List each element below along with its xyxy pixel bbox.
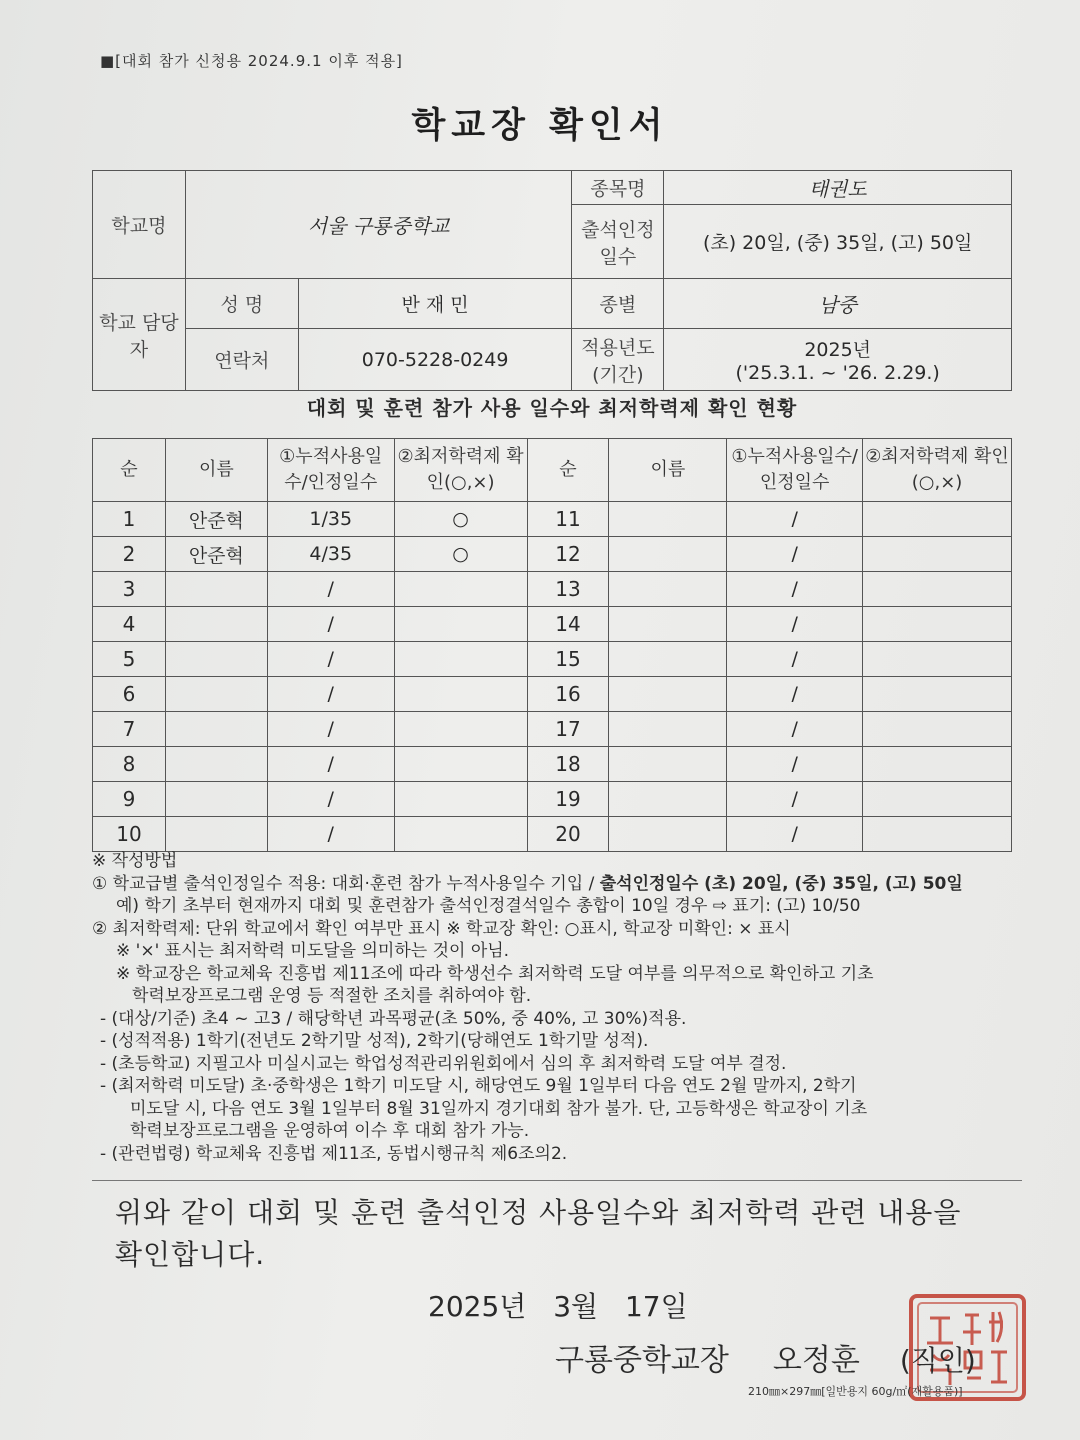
left-row-check xyxy=(394,782,527,817)
right-row-check xyxy=(863,537,1012,572)
manager-contact-value: 070-5228-0249 xyxy=(298,329,572,391)
col-header-days-right: ①누적사용일수/인정일수 xyxy=(727,439,863,502)
participation-rows xyxy=(93,502,1012,852)
right-row-check xyxy=(863,607,1012,642)
left-row-no: 10 xyxy=(93,817,166,852)
school-manager-label: 학교 담당자 xyxy=(93,279,186,391)
issue-date: 2025년 3월 17일 xyxy=(428,1290,688,1323)
gender-category-label: 종별 xyxy=(572,279,664,329)
school-name-value: 서울 구룡중학교 xyxy=(185,171,572,279)
right-row-no: 16 xyxy=(527,677,609,712)
instruction-1-text: ① 학교급별 출석인정일수 적용: 대회·훈련 참가 누적사용일수 기입 / xyxy=(92,873,600,894)
participation-days-table xyxy=(92,438,1012,852)
left-row-check: ○ xyxy=(394,502,527,537)
applicable-year-cell xyxy=(664,329,1012,391)
principal-signature-line xyxy=(555,1335,976,1379)
left-row-no: 4 xyxy=(93,607,166,642)
left-row-days: / xyxy=(267,782,394,817)
status-table-title: 대회 및 훈련 참가 사용 일수와 최저학력제 확인 현황 xyxy=(306,396,798,420)
right-row-days: / xyxy=(727,607,863,642)
left-row-no: 5 xyxy=(93,642,166,677)
detail-grade-application: - (성적적용) 1학기(전년도 2학기말 성적), 2학기(당해연도 1학기말 성적). xyxy=(100,1031,649,1051)
principal-name: 오정훈 xyxy=(772,1343,860,1378)
left-row-check xyxy=(394,747,527,782)
left-row-check xyxy=(394,607,527,642)
table-row xyxy=(93,782,1012,817)
left-row-no: 8 xyxy=(93,747,166,782)
table-row xyxy=(93,607,1012,642)
instruction-2-note-b-cont: 학력보장프로그램 운영 등 적절한 조치를 취하여야 함. xyxy=(132,986,532,1006)
detail-criteria: - (대상/기준) 초4 ~ 고3 / 해당학년 과목평균(초 50%, 중 40%, 고 30%)적용. xyxy=(100,1008,687,1029)
detail-elementary: - (초등학교) 지필고사 미실시교는 학업성적관리위원회에서 심의 후 최저학력 도달 여부 결정. xyxy=(100,1053,787,1074)
left-row-check xyxy=(394,572,527,607)
col-header-days-left: ①누적사용일수/인정일수 xyxy=(267,439,394,502)
detail-not-reached-cont-2: 학력보장프로그램을 운영하여 이수 후 대회 참가 가능. xyxy=(130,1121,530,1141)
table-row xyxy=(93,677,1012,712)
right-row-no: 20 xyxy=(527,817,609,852)
col-header-check-left: ②최저학력제 확인(○,×) xyxy=(394,439,527,502)
table-row xyxy=(93,502,1012,537)
col-header-check-right: ②최저학력제 확인(○,×) xyxy=(863,439,1012,502)
gender-category-value: 남중 xyxy=(664,279,1012,329)
event-value: 태권도 xyxy=(664,171,1012,205)
right-row-name xyxy=(609,817,727,852)
left-row-name xyxy=(165,607,267,642)
right-row-days: / xyxy=(727,537,863,572)
left-row-check xyxy=(394,677,527,712)
left-row-no: 1 xyxy=(93,502,166,537)
right-row-name xyxy=(609,537,727,572)
form-usage-note: ■[대회 참가 신청용 2024.9.1 이후 적용] xyxy=(100,52,403,70)
detail-not-reached: - (최저학력 미도달) 초·중학생은 1학기 미도달 시, 해당연도 9월 1일부터 다음 연도 2월 말까지, 2학기 xyxy=(100,1076,857,1096)
table-row xyxy=(93,572,1012,607)
left-row-check xyxy=(394,817,527,852)
right-row-name xyxy=(609,642,727,677)
right-row-days: / xyxy=(727,502,863,537)
left-row-no: 6 xyxy=(93,677,166,712)
col-header-no-left: 순 xyxy=(93,439,166,502)
left-row-days: 1/35 xyxy=(267,502,394,537)
right-row-name xyxy=(609,677,727,712)
table-row xyxy=(93,537,1012,572)
left-row-name xyxy=(165,712,267,747)
applicable-year-label: 적용년도 (기간) xyxy=(572,329,664,391)
confirmation-line-2: 확인합니다. xyxy=(115,1238,266,1271)
applicable-year-value: 2025년 xyxy=(804,339,872,361)
right-row-name xyxy=(609,502,727,537)
right-row-no: 18 xyxy=(527,747,609,782)
left-row-name: 안준혁 xyxy=(165,502,267,537)
table-row xyxy=(93,747,1012,782)
left-row-name xyxy=(165,677,267,712)
applicable-period-value: ('25.3.1. ~ '26. 2.29.) xyxy=(735,362,940,384)
right-row-no: 11 xyxy=(527,502,609,537)
right-row-name xyxy=(609,572,727,607)
right-row-name xyxy=(609,712,727,747)
left-row-days: / xyxy=(267,747,394,782)
detail-not-reached-cont-1: 미도달 시, 다음 연도 3월 1일부터 8월 31일까지 경기대회 참가 불가. 단, 고등학생은 학교장이 기초 xyxy=(130,1098,868,1119)
left-row-days: / xyxy=(267,817,394,852)
instruction-1 xyxy=(92,873,1022,896)
right-row-check xyxy=(863,712,1012,747)
left-row-check xyxy=(394,642,527,677)
right-row-check xyxy=(863,817,1012,852)
manager-name-label: 성 명 xyxy=(185,279,298,329)
manager-contact-label: 연락처 xyxy=(185,329,298,391)
left-row-no: 9 xyxy=(93,782,166,817)
left-row-no: 7 xyxy=(93,712,166,747)
left-row-name xyxy=(165,817,267,852)
left-row-days: / xyxy=(267,607,394,642)
table-row xyxy=(93,712,1012,747)
right-row-check xyxy=(863,502,1012,537)
paper-spec: 210㎜×297㎜[일반용지 60g/㎡(재활용품)] xyxy=(748,1385,963,1398)
manager-name-value: 반 재 민 xyxy=(298,279,572,329)
right-row-days: / xyxy=(727,642,863,677)
divider xyxy=(92,1180,1022,1181)
right-row-check xyxy=(863,782,1012,817)
right-row-no: 19 xyxy=(527,782,609,817)
attendance-days-label: 출석인정 일수 xyxy=(572,205,664,279)
left-row-days: / xyxy=(267,572,394,607)
col-header-name-left: 이름 xyxy=(165,439,267,502)
right-row-no: 17 xyxy=(527,712,609,747)
right-row-check xyxy=(863,572,1012,607)
instruction-1-bold: 출석인정일수 (초) 20일, (중) 35일, (고) 50일 xyxy=(599,873,963,894)
left-row-name xyxy=(165,642,267,677)
right-row-days: / xyxy=(727,817,863,852)
right-row-days: / xyxy=(727,572,863,607)
table-row xyxy=(93,642,1012,677)
left-row-days: 4/35 xyxy=(267,537,394,572)
writing-instructions xyxy=(92,850,1022,1165)
seal-label: (직인) xyxy=(899,1344,976,1377)
attendance-days-value: (초) 20일, (중) 35일, (고) 50일 xyxy=(664,205,1012,279)
right-row-check xyxy=(863,642,1012,677)
instruction-1-example: 예) 학기 초부터 현재까지 대회 및 훈련참가 출석인정결석일수 총합이 10일 경우 ⇨ 표기: (고) 10/50 xyxy=(116,896,861,916)
left-row-check xyxy=(394,712,527,747)
school-info-table xyxy=(92,170,1012,391)
left-row-name xyxy=(165,782,267,817)
instruction-2-note-a: ※ '×' 표시는 최저학력 미도달을 의미하는 것이 아님. xyxy=(116,941,510,961)
left-row-no: 2 xyxy=(93,537,166,572)
right-row-days: / xyxy=(727,677,863,712)
right-row-name xyxy=(609,747,727,782)
right-row-no: 13 xyxy=(527,572,609,607)
right-row-no: 12 xyxy=(527,537,609,572)
instruction-2: ② 최저학력제: 단위 학교에서 확인 여부만 표시 ※ 학교장 확인: ○표시, 학교장 미확인: × 표시 xyxy=(92,918,791,939)
right-row-days: / xyxy=(727,747,863,782)
right-row-days: / xyxy=(727,782,863,817)
detail-related-law: - (관련법령) 학교체육 진흥법 제11조, 동법시행규칙 제6조의2. xyxy=(100,1143,568,1164)
left-row-no: 3 xyxy=(93,572,166,607)
left-row-days: / xyxy=(267,677,394,712)
instruction-2-note-b: ※ 학교장은 학교체육 진흥법 제11조에 따라 학생선수 최저학력 도달 여부를 의무적으로 확인하고 기초 xyxy=(116,963,874,984)
principal-title: 구룡중학교장 xyxy=(555,1343,729,1378)
right-row-days: / xyxy=(727,712,863,747)
event-label: 종목명 xyxy=(572,171,664,205)
left-row-days: / xyxy=(267,642,394,677)
right-row-no: 15 xyxy=(527,642,609,677)
left-row-check: ○ xyxy=(394,537,527,572)
left-row-name xyxy=(165,747,267,782)
confirmation-statement xyxy=(115,1192,1015,1276)
document-title: 학교장 확인서 xyxy=(411,106,669,146)
table-row xyxy=(93,817,1012,852)
school-name-label: 학교명 xyxy=(93,171,186,279)
instructions-heading: ※ 작성방법 xyxy=(92,851,178,871)
right-row-check xyxy=(863,747,1012,782)
col-header-name-right: 이름 xyxy=(609,439,727,502)
confirmation-line-1: 위와 같이 대회 및 훈련 출석인정 사용일수와 최저학력 관련 내용을 xyxy=(115,1196,962,1229)
left-row-name: 안준혁 xyxy=(165,537,267,572)
right-row-name xyxy=(609,782,727,817)
right-row-check xyxy=(863,677,1012,712)
col-header-no-right: 순 xyxy=(527,439,609,502)
right-row-no: 14 xyxy=(527,607,609,642)
right-row-name xyxy=(609,607,727,642)
left-row-name xyxy=(165,572,267,607)
left-row-days: / xyxy=(267,712,394,747)
